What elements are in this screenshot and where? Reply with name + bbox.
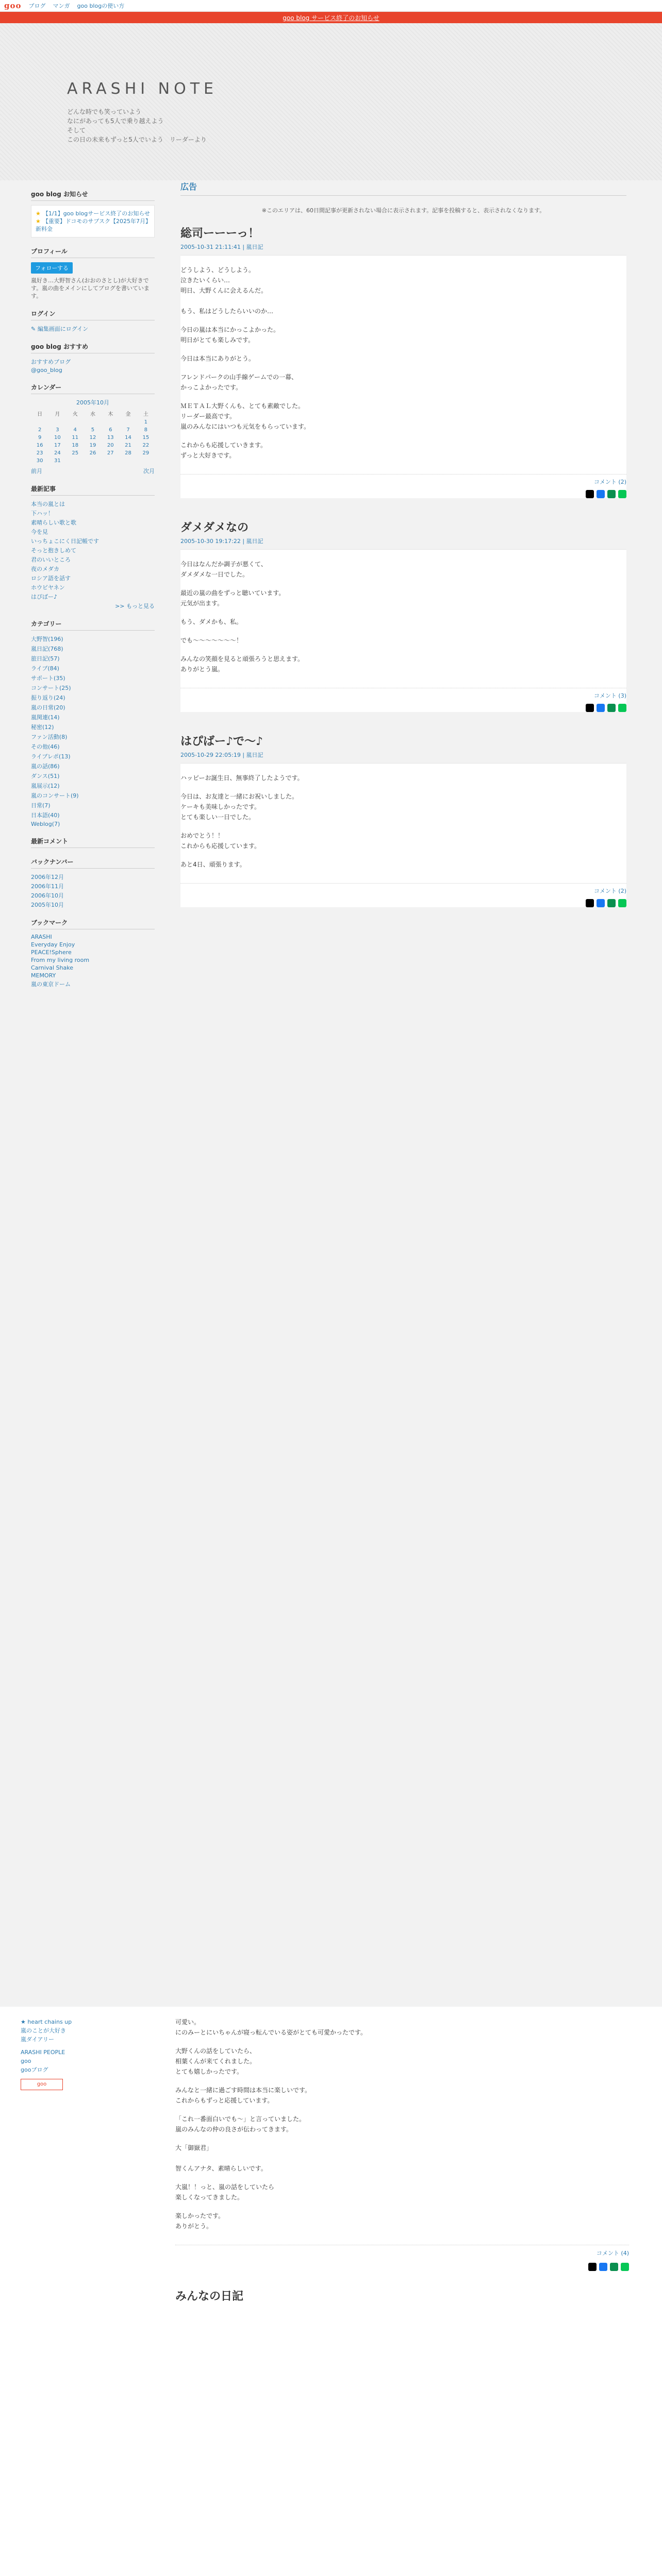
calendar-day[interactable]: 20 bbox=[107, 443, 114, 448]
calendar-day[interactable]: 23 bbox=[36, 450, 43, 456]
x-share-icon[interactable] bbox=[586, 704, 594, 712]
category-link[interactable]: 日本語(40) bbox=[31, 812, 60, 819]
calendar-day[interactable]: 24 bbox=[54, 450, 61, 456]
comments-heading: 最新コメント bbox=[31, 835, 155, 848]
category-link[interactable]: 旅日記(57) bbox=[31, 655, 60, 662]
category-link[interactable]: 嵐関連(14) bbox=[31, 714, 60, 721]
chat-share-icon[interactable] bbox=[621, 2263, 629, 2271]
bookmark-link[interactable]: ARASHI bbox=[31, 934, 52, 940]
comment-link[interactable]: コメント (2) bbox=[180, 474, 626, 486]
backnumber-link[interactable]: 2005年10月 bbox=[31, 902, 64, 908]
profile-text: 嵐好き…大野智さん(おおのさとし)が大好きです。嵐の曲をメインにしてブログを書いています。 bbox=[31, 277, 150, 299]
band-comment-link[interactable]: コメント (4) bbox=[175, 2245, 629, 2259]
bookmark-link[interactable]: Everyday Enjoy bbox=[31, 941, 75, 948]
calendar-next[interactable]: 次月 bbox=[143, 468, 155, 474]
post-paragraph: 楽しかったです。 ありがとう。 bbox=[175, 2212, 225, 2230]
line-share-icon[interactable] bbox=[607, 899, 616, 907]
service-notice-bar bbox=[0, 12, 662, 23]
band-sidebar-link[interactable]: 嵐ダイアリー bbox=[21, 2036, 55, 2043]
calendar-day[interactable]: 5 bbox=[91, 427, 95, 433]
facebook-share-icon[interactable] bbox=[597, 704, 605, 712]
category-link[interactable]: Weblog(7) bbox=[31, 821, 60, 827]
x-share-icon[interactable] bbox=[586, 490, 594, 498]
bookmark-link[interactable]: MEMORY bbox=[31, 972, 56, 979]
post-paragraph: 大嵐！！っと、嵐の話をしていたら 楽しくなってきました。 bbox=[175, 2183, 275, 2201]
share-buttons bbox=[175, 2263, 629, 2271]
post-paragraph: 大「御嶽君」 智くんアナタ、素晴らしいです。 bbox=[175, 2144, 267, 2172]
category-link[interactable]: 大野智(196) bbox=[31, 636, 63, 642]
category-list bbox=[31, 635, 155, 827]
calendar-weekday: 水 bbox=[90, 412, 95, 417]
calendar-weekday: 月 bbox=[55, 412, 60, 417]
line-share-icon[interactable] bbox=[607, 704, 616, 712]
recent-article-link[interactable]: 君のいいところ bbox=[31, 556, 71, 563]
calendar-day[interactable]: 1 bbox=[144, 419, 148, 425]
band-sidebar-link[interactable]: ★ heart chains up bbox=[21, 2019, 72, 2025]
calendar-day bbox=[31, 418, 48, 426]
calendar-day[interactable]: 29 bbox=[142, 450, 150, 456]
calendar-day[interactable]: 2 bbox=[38, 427, 42, 433]
category-link[interactable]: その他(46) bbox=[31, 743, 60, 750]
category-link[interactable]: ダンス(51) bbox=[31, 773, 60, 779]
recent-article-link[interactable]: 夜のメダカ bbox=[31, 566, 59, 572]
next-post-title[interactable]: みんなの日記 bbox=[175, 2290, 244, 2303]
recommend-link[interactable]: @goo_blog bbox=[31, 367, 62, 374]
backnumber-link[interactable]: 2006年10月 bbox=[31, 892, 64, 899]
recent-article-link[interactable]: 素晴らしい歌と歌 bbox=[31, 519, 76, 526]
calendar-prev[interactable]: 前月 bbox=[31, 468, 42, 474]
post-paragraph: 今日は本当にありがとう。 bbox=[180, 355, 255, 362]
calendar-day[interactable]: 3 bbox=[56, 427, 59, 433]
recent-article-link[interactable]: ロシア語を話す bbox=[31, 575, 71, 582]
post-list bbox=[180, 225, 626, 907]
category-link[interactable]: ライブレポ(13) bbox=[31, 753, 71, 760]
bookmark-list bbox=[31, 934, 155, 988]
calendar-day[interactable]: 19 bbox=[89, 443, 96, 448]
category-link[interactable]: サポート(35) bbox=[31, 675, 65, 682]
top-navbar bbox=[0, 0, 662, 12]
facebook-share-icon[interactable] bbox=[597, 899, 605, 907]
post-paragraph: おめでとう！！ これからも応援しています。 bbox=[180, 832, 261, 850]
calendar-day bbox=[137, 457, 155, 465]
calendar-heading: カレンダー bbox=[31, 381, 155, 394]
calendar-day bbox=[84, 457, 102, 465]
calendar-day[interactable]: 9 bbox=[38, 435, 42, 440]
post-paragraph: 今日の嵐は本当にかっこよかった。 明日がとても楽しみです。 bbox=[180, 326, 280, 344]
post-paragraph: 可愛い。 にのみーとにいちゃんが寝っ転んでいる姿がとても可愛かったです。 bbox=[175, 2019, 367, 2036]
comment-link[interactable]: コメント (3) bbox=[180, 688, 626, 700]
category-link[interactable]: ライブ(84) bbox=[31, 665, 59, 672]
band-post bbox=[175, 2017, 629, 2302]
service-notice-link[interactable]: goo blog サービス終了のお知らせ bbox=[283, 14, 379, 22]
band-sidebar-link[interactable]: gooブログ bbox=[21, 2066, 48, 2073]
calendar-day[interactable]: 28 bbox=[125, 450, 131, 456]
login-heading: ログイン bbox=[31, 307, 155, 320]
calendar-day[interactable]: 21 bbox=[125, 443, 131, 448]
backnumber-link[interactable]: 2006年12月 bbox=[31, 874, 64, 880]
chat-share-icon[interactable] bbox=[618, 704, 626, 712]
x-share-icon[interactable] bbox=[586, 899, 594, 907]
calendar-day[interactable]: 16 bbox=[36, 443, 43, 448]
post-body bbox=[180, 265, 626, 474]
calendar bbox=[31, 409, 155, 465]
recent-article-link[interactable]: そっと抱きしめて bbox=[31, 547, 76, 554]
nav-link-blog[interactable]: ブログ bbox=[28, 3, 46, 9]
recent-list bbox=[31, 500, 155, 601]
calendar-day[interactable]: 18 bbox=[72, 443, 79, 448]
post-paragraph: 大野くんの話をしていたら、 相葉くんが来てくれました。 とても嬉しかったです。 bbox=[175, 2047, 256, 2075]
calendar-day bbox=[67, 418, 84, 426]
post-title[interactable]: 総司ーーーっ！ bbox=[180, 225, 626, 243]
category-link[interactable]: 秘密(12) bbox=[31, 724, 54, 731]
comment-link[interactable]: コメント (2) bbox=[180, 883, 626, 895]
inactive-notice: ※このエリアは、60日間記事が更新されない場合に表示されます。記事を投稿すると、表示されなくなります。 bbox=[261, 207, 545, 214]
blog-desc-line: そして bbox=[67, 127, 86, 134]
calendar-weekday: 火 bbox=[72, 412, 78, 417]
post-paragraph: あと4日、頑張ります。 bbox=[180, 861, 246, 868]
facebook-share-icon[interactable] bbox=[597, 490, 605, 498]
calendar-day[interactable]: 17 bbox=[54, 443, 61, 448]
calendar-day[interactable]: 25 bbox=[72, 450, 79, 456]
calendar-day[interactable]: 12 bbox=[89, 435, 96, 440]
chat-share-icon[interactable] bbox=[618, 490, 626, 498]
recent-article-link[interactable]: はぴばー♪ bbox=[31, 594, 58, 600]
post-title[interactable]: はぴばー♪で〜♪ bbox=[180, 733, 626, 751]
blog-post bbox=[180, 733, 626, 907]
calendar-day[interactable]: 15 bbox=[142, 435, 150, 440]
bookmark-link[interactable]: Carnival Shake bbox=[31, 964, 74, 971]
ad-heading: 広告 bbox=[180, 180, 626, 196]
calendar-day bbox=[84, 418, 102, 426]
calendar-day bbox=[119, 418, 137, 426]
recent-article-link[interactable]: ホウビヤネン bbox=[31, 584, 65, 591]
calendar-day[interactable]: 26 bbox=[89, 450, 96, 456]
blog-desc-line: この日の未来もずっと5人でいよう リーダーより bbox=[67, 136, 207, 143]
calendar-day[interactable]: 13 bbox=[107, 435, 114, 440]
calendar-weekday: 木 bbox=[108, 412, 113, 417]
star-icon: ★ bbox=[36, 210, 41, 217]
category-link[interactable]: 嵐のコンサート(9) bbox=[31, 792, 79, 799]
post-paragraph: 今日はなんだか調子が悪くて、 ダメダメな一日でした。 bbox=[180, 561, 267, 578]
post-meta[interactable]: 2005-10-31 21:11:41 | 嵐日記 bbox=[180, 243, 626, 256]
nav-link-manga[interactable]: マンガ bbox=[53, 3, 70, 9]
band-sidebar-link[interactable]: ARASHI PEOPLE bbox=[21, 2049, 65, 2056]
main-content bbox=[180, 180, 626, 928]
chat-share-icon[interactable] bbox=[618, 899, 626, 907]
calendar-day[interactable]: 8 bbox=[144, 427, 148, 433]
bookmark-link[interactable]: 嵐の東京ドーム bbox=[31, 981, 71, 988]
post-paragraph: これからも応援していきます。 ずっと大好きです。 bbox=[180, 442, 267, 459]
share-buttons bbox=[180, 704, 626, 712]
backnumber-list bbox=[31, 873, 155, 909]
sidebar bbox=[31, 180, 155, 989]
calendar-day bbox=[67, 457, 84, 465]
band-sidebar-link[interactable]: 嵐のことが大好き bbox=[21, 2027, 66, 2034]
recent-more-link[interactable]: >> もっと見る bbox=[115, 603, 155, 609]
blog-post bbox=[180, 225, 626, 498]
calendar-month: 2005年10月 bbox=[76, 399, 109, 406]
facebook-share-icon[interactable] bbox=[599, 2263, 607, 2271]
recommend-link[interactable]: おすすめブログ bbox=[31, 359, 71, 365]
calendar-day[interactable]: 11 bbox=[72, 435, 79, 440]
calendar-day[interactable]: 22 bbox=[142, 443, 150, 448]
calendar-weekday: 金 bbox=[125, 412, 131, 417]
login-link[interactable] bbox=[31, 325, 155, 333]
bookmark-heading: ブックマーク bbox=[31, 916, 155, 929]
backnumber-heading: バックナンバー bbox=[31, 855, 155, 869]
calendar-day[interactable]: 10 bbox=[54, 435, 61, 440]
nav-link-howto[interactable]: goo blogの使い方 bbox=[77, 3, 125, 9]
recent-article-link[interactable]: 本当の嵐とは bbox=[31, 501, 65, 507]
category-link[interactable]: 日常(7) bbox=[31, 802, 51, 809]
backnumber-link[interactable]: 2006年11月 bbox=[31, 883, 64, 890]
calendar-day[interactable]: 14 bbox=[125, 435, 131, 440]
page-body bbox=[0, 180, 662, 2576]
post-paragraph: フレンドパークの山手線ゲームでの一幕、 かっこよかったです。 bbox=[180, 374, 297, 391]
pencil-icon: ✎ bbox=[31, 326, 38, 332]
category-link[interactable]: 嵐展示(12) bbox=[31, 783, 60, 789]
blog-header bbox=[0, 23, 662, 180]
calendar-day[interactable]: 31 bbox=[54, 458, 61, 464]
blog-desc-line: なにがあっても5人で乗り越えよう bbox=[67, 117, 164, 125]
calendar-day[interactable]: 30 bbox=[36, 458, 43, 464]
profile-heading: プロフィール bbox=[31, 245, 155, 258]
post-paragraph: もう、ダメかも、私。 bbox=[180, 618, 243, 625]
goo-blog-badge[interactable]: goo bbox=[21, 2079, 63, 2090]
category-link[interactable]: 振り返り(24) bbox=[31, 694, 65, 701]
calendar-day bbox=[102, 457, 119, 465]
post-paragraph: でも〜〜〜〜〜〜〜！ bbox=[180, 637, 243, 644]
post-meta[interactable]: 2005-10-30 19:17:22 | 嵐日記 bbox=[180, 537, 626, 550]
post-paragraph: 「これ一番面白いでも〜」と言っていました。 嵐のみんなの仲の良さが伝わってきます。 bbox=[175, 2115, 306, 2133]
news-item[interactable]: 【重要】ドコモのサブスク【2025年7月】新料金 bbox=[36, 218, 148, 232]
category-link[interactable]: 嵐日記(768) bbox=[31, 646, 63, 652]
follow-button[interactable]: フォローする bbox=[31, 262, 73, 274]
recent-article-link[interactable]: 下ハッ！ bbox=[31, 510, 54, 517]
calendar-day[interactable]: 27 bbox=[107, 450, 114, 456]
blog-desc-line: どんな時でも笑っていよう bbox=[67, 108, 142, 115]
post-paragraph: みんなと一緒に過ごす時間は本当に楽しいです。 これからもずっと応援しています。 bbox=[175, 2087, 311, 2104]
category-link[interactable]: ファン活動(8) bbox=[31, 734, 68, 740]
post-paragraph: 最近の嵐の曲をずっと聴いています。 元気が出ます。 bbox=[180, 589, 285, 607]
band-sidebar-link[interactable]: goo bbox=[21, 2058, 31, 2064]
bookmark-link[interactable]: From my living room bbox=[31, 957, 90, 963]
calendar-day bbox=[48, 418, 66, 426]
recommend-heading: goo blog おすすめ bbox=[31, 340, 155, 353]
login-link-label: 編集画面にログイン bbox=[37, 326, 89, 332]
calendar-weekday: 土 bbox=[143, 412, 148, 417]
post-body bbox=[180, 773, 626, 883]
category-link[interactable]: 嵐の日常(20) bbox=[31, 704, 65, 711]
news-item[interactable]: 【1/1】goo blogサービス終了のお知らせ bbox=[42, 210, 150, 217]
x-share-icon[interactable] bbox=[588, 2263, 597, 2271]
star-icon: ★ bbox=[36, 218, 41, 225]
calendar-day[interactable]: 4 bbox=[73, 427, 77, 433]
category-link[interactable]: 嵐の話(86) bbox=[31, 763, 60, 770]
category-heading: カテゴリー bbox=[31, 617, 155, 631]
post-paragraph: ＭＥＴＡＬ大野くんも、とても素敵でした。 リーダー最高です。 嵐のみんなにはいつも元気をもらっています。 bbox=[180, 402, 310, 430]
goo-logo[interactable]: goo bbox=[4, 1, 22, 10]
blog-title[interactable]: ARASHI NOTE bbox=[67, 80, 218, 98]
recent-article-link[interactable]: 今を見 bbox=[31, 529, 48, 535]
calendar-weekday: 日 bbox=[37, 412, 43, 417]
calendar-day bbox=[102, 418, 119, 426]
calendar-day[interactable]: 6 bbox=[109, 427, 112, 433]
post-paragraph: 今日は、お友達と一緒にお祝いしました。 ケーキも美味しかったです。 とても楽しい一日でした。 bbox=[180, 793, 299, 821]
post-paragraph: みんなの笑顔を見ると頑張ろうと思えます。 ありがとう嵐。 bbox=[180, 655, 304, 673]
recent-article-link[interactable]: いっちょこにく日記帳です bbox=[31, 538, 99, 545]
category-link[interactable]: コンサート(25) bbox=[31, 685, 71, 691]
post-meta[interactable]: 2005-10-29 22:05:19 | 嵐日記 bbox=[180, 751, 626, 764]
news-heading: goo blog お知らせ bbox=[31, 188, 155, 201]
post-paragraph: どうしよう、どうしよう。 泣きたいくらい… 明日、大野くんに会えるんだ。 もう、私はどうしたらいいのか… bbox=[180, 266, 274, 315]
bookmark-link[interactable]: PEACE!Sphere bbox=[31, 949, 72, 956]
band-sidebar bbox=[21, 2017, 139, 2090]
news-box bbox=[31, 205, 155, 238]
line-share-icon[interactable] bbox=[610, 2263, 618, 2271]
recent-heading: 最新記事 bbox=[31, 482, 155, 496]
blog-post bbox=[180, 519, 626, 712]
post-paragraph: ハッピーお誕生日、無事終了したようです。 bbox=[180, 774, 304, 782]
calendar-day[interactable]: 7 bbox=[126, 427, 130, 433]
calendar-day bbox=[119, 457, 137, 465]
share-buttons bbox=[180, 490, 626, 498]
line-share-icon[interactable] bbox=[607, 490, 616, 498]
lower-section bbox=[0, 2007, 662, 2576]
share-buttons bbox=[180, 899, 626, 907]
post-body bbox=[180, 559, 626, 688]
post-title[interactable]: ダメダメなの bbox=[180, 519, 626, 537]
